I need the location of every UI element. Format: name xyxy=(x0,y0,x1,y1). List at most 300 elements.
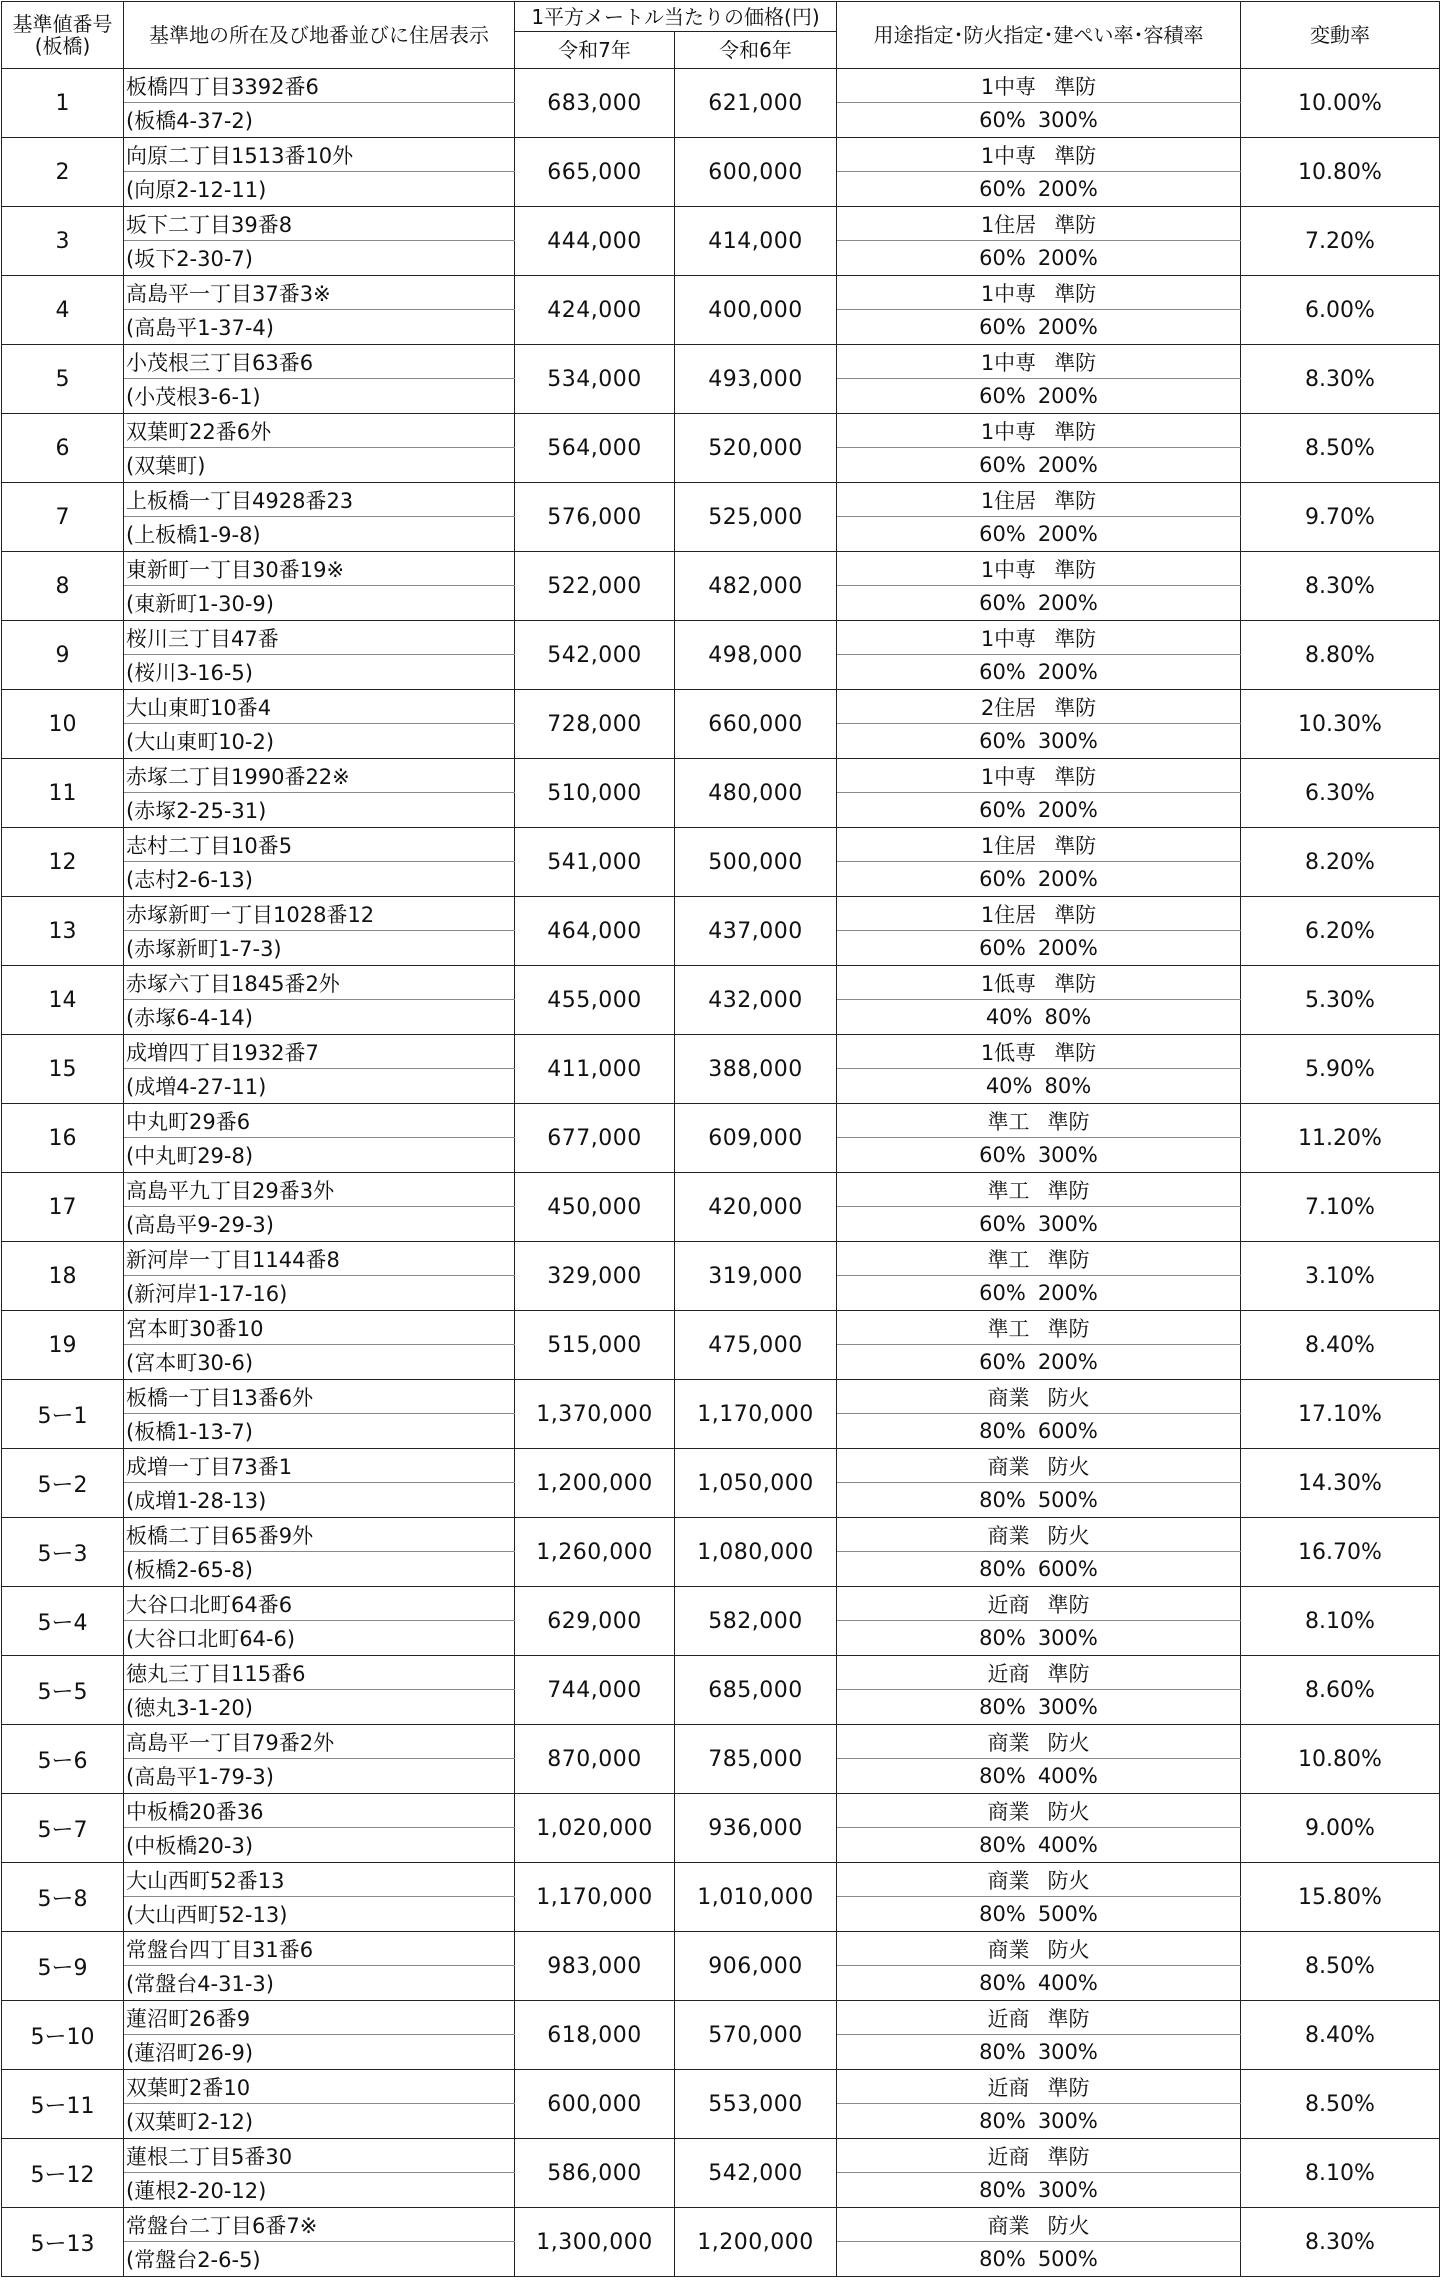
residential-address: (東新町1-30-9) xyxy=(124,586,515,621)
change-rate: 17.10% xyxy=(1241,1380,1440,1449)
standard-number: 6 xyxy=(2,414,124,483)
change-rate: 8.50% xyxy=(1241,1932,1440,2001)
coverage-ratio xyxy=(837,1345,1241,1380)
standard-number: 5ー1 xyxy=(2,1380,124,1449)
residential-address: (赤塚2-25-31) xyxy=(124,793,515,828)
coverage-ratio xyxy=(837,310,1241,345)
zoning-designation xyxy=(837,690,1241,724)
zoning-designation xyxy=(837,69,1241,103)
lot-number: 高島平九丁目29番3外 xyxy=(124,1173,515,1207)
change-rate: 9.70% xyxy=(1241,483,1440,552)
standard-number: 16 xyxy=(2,1104,124,1173)
price-r6: 1,080,000 xyxy=(675,1518,837,1587)
residential-address: (高島平1-79-3) xyxy=(124,1759,515,1794)
use-district: 商業 xyxy=(987,1937,1030,1962)
fire-district: 準防 xyxy=(1054,281,1097,306)
standard-number: 5ー5 xyxy=(2,1656,124,1725)
standard-number: 15 xyxy=(2,1035,124,1104)
table-row xyxy=(2,207,1440,241)
floor-area-ratio: 200% xyxy=(1037,522,1098,546)
residential-address: (常盤台2-6-5) xyxy=(124,2242,515,2277)
zoning-designation xyxy=(837,1932,1241,1966)
building-coverage: 60% xyxy=(979,1212,1026,1236)
fire-district: 準防 xyxy=(1054,902,1097,927)
zoning-designation xyxy=(837,1863,1241,1897)
lot-number: 高島平一丁目79番2外 xyxy=(124,1725,515,1759)
table-row xyxy=(2,276,1440,310)
residential-address: (板橋1-13-7) xyxy=(124,1414,515,1449)
fire-district: 防火 xyxy=(1047,1937,1090,1962)
header-zoning: 用途指定･防火指定･建ぺい率･容積率 xyxy=(837,2,1241,69)
price-r7: 983,000 xyxy=(515,1932,675,2001)
use-district: 1低専 xyxy=(980,1040,1037,1065)
table-body xyxy=(2,69,1440,2277)
fire-district: 準防 xyxy=(1054,764,1097,789)
price-r6: 1,010,000 xyxy=(675,1863,837,1932)
standard-number: 5 xyxy=(2,345,124,414)
floor-area-ratio: 200% xyxy=(1037,177,1098,201)
price-r6: 660,000 xyxy=(675,690,837,759)
fire-district: 準防 xyxy=(1054,626,1097,651)
use-district: 1中専 xyxy=(980,626,1037,651)
change-rate: 11.20% xyxy=(1241,1104,1440,1173)
fire-district: 準防 xyxy=(1054,488,1097,513)
table-row xyxy=(2,1449,1440,1483)
fire-district: 準防 xyxy=(1047,2075,1090,2100)
fire-district: 準防 xyxy=(1054,143,1097,168)
floor-area-ratio: 400% xyxy=(1037,1764,1098,1788)
building-coverage: 80% xyxy=(979,2109,1026,2133)
zoning-designation xyxy=(837,552,1241,586)
price-r7: 464,000 xyxy=(515,897,675,966)
fire-district: 防火 xyxy=(1047,1523,1090,1548)
change-rate: 8.60% xyxy=(1241,1656,1440,1725)
use-district: 商業 xyxy=(987,1523,1030,1548)
use-district: 1中専 xyxy=(980,764,1037,789)
building-coverage: 60% xyxy=(979,660,1026,684)
building-coverage: 80% xyxy=(979,1488,1026,1512)
floor-area-ratio: 300% xyxy=(1037,2040,1098,2064)
zoning-designation xyxy=(837,414,1241,448)
change-rate: 8.10% xyxy=(1241,2139,1440,2208)
use-district: 近商 xyxy=(987,1661,1030,1686)
table-row xyxy=(2,69,1440,103)
fire-district: 防火 xyxy=(1047,1799,1090,1824)
price-r6: 520,000 xyxy=(675,414,837,483)
use-district: 1住居 xyxy=(980,833,1037,858)
standard-number: 4 xyxy=(2,276,124,345)
zoning-designation xyxy=(837,1380,1241,1414)
residential-address: (坂下2-30-7) xyxy=(124,241,515,276)
price-r7: 510,000 xyxy=(515,759,675,828)
use-district: 近商 xyxy=(987,2075,1030,2100)
building-coverage: 80% xyxy=(979,1419,1026,1443)
floor-area-ratio: 300% xyxy=(1037,1212,1098,1236)
building-coverage: 60% xyxy=(979,315,1026,339)
residential-address: (常盤台4-31-3) xyxy=(124,1966,515,2001)
residential-address: (小茂根3-6-1) xyxy=(124,379,515,414)
table-row xyxy=(2,414,1440,448)
price-r7: 542,000 xyxy=(515,621,675,690)
residential-address: (赤塚6-4-14) xyxy=(124,1000,515,1035)
lot-number: 成増四丁目1932番7 xyxy=(124,1035,515,1069)
price-r7: 1,300,000 xyxy=(515,2208,675,2277)
lot-number: 向原二丁目1513番10外 xyxy=(124,138,515,172)
lot-number: 大谷口北町64番6 xyxy=(124,1587,515,1621)
floor-area-ratio: 600% xyxy=(1037,1419,1098,1443)
change-rate: 7.20% xyxy=(1241,207,1440,276)
price-r7: 677,000 xyxy=(515,1104,675,1173)
standard-number: 2 xyxy=(2,138,124,207)
residential-address: (徳丸3-1-20) xyxy=(124,1690,515,1725)
price-r6: 542,000 xyxy=(675,2139,837,2208)
table-row xyxy=(2,1242,1440,1276)
coverage-ratio xyxy=(837,1483,1241,1518)
table-row xyxy=(2,2001,1440,2035)
lot-number: 蓮根二丁目5番30 xyxy=(124,2139,515,2173)
standard-number: 13 xyxy=(2,897,124,966)
price-r7: 1,370,000 xyxy=(515,1380,675,1449)
lot-number: 双葉町2番10 xyxy=(124,2070,515,2104)
lot-number: 桜川三丁目47番 xyxy=(124,621,515,655)
coverage-ratio xyxy=(837,724,1241,759)
lot-number: 板橋二丁目65番9外 xyxy=(124,1518,515,1552)
price-r7: 541,000 xyxy=(515,828,675,897)
use-district: 1住居 xyxy=(980,902,1037,927)
land-price-table xyxy=(1,1,1440,2277)
building-coverage: 60% xyxy=(979,1143,1026,1167)
use-district: 1住居 xyxy=(980,488,1037,513)
price-r6: 621,000 xyxy=(675,69,837,138)
lot-number: 赤塚二丁目1990番22※ xyxy=(124,759,515,793)
zoning-designation xyxy=(837,2208,1241,2242)
zoning-designation xyxy=(837,1104,1241,1138)
use-district: 準工 xyxy=(987,1247,1030,1272)
table-row xyxy=(2,1932,1440,1966)
header-standard-number-line2: (板橋) xyxy=(34,34,91,58)
residential-address: (大山西町52-13) xyxy=(124,1897,515,1932)
residential-address: (蓮沼町26-9) xyxy=(124,2035,515,2070)
coverage-ratio xyxy=(837,586,1241,621)
price-r7: 1,260,000 xyxy=(515,1518,675,1587)
price-r6: 420,000 xyxy=(675,1173,837,1242)
coverage-ratio xyxy=(837,1414,1241,1449)
price-r6: 1,050,000 xyxy=(675,1449,837,1518)
change-rate: 8.30% xyxy=(1241,552,1440,621)
header-price-r7: 令和7年 xyxy=(515,32,675,69)
standard-number: 5ー7 xyxy=(2,1794,124,1863)
price-r7: 564,000 xyxy=(515,414,675,483)
price-r6: 906,000 xyxy=(675,1932,837,2001)
price-r6: 936,000 xyxy=(675,1794,837,1863)
floor-area-ratio: 200% xyxy=(1037,453,1098,477)
lot-number: 赤塚六丁目1845番2外 xyxy=(124,966,515,1000)
residential-address: (成増1-28-13) xyxy=(124,1483,515,1518)
standard-number: 1 xyxy=(2,69,124,138)
lot-number: 中板橋20番36 xyxy=(124,1794,515,1828)
standard-number: 5ー2 xyxy=(2,1449,124,1518)
building-coverage: 80% xyxy=(979,1764,1026,1788)
floor-area-ratio: 200% xyxy=(1037,591,1098,615)
change-rate: 6.30% xyxy=(1241,759,1440,828)
price-r7: 450,000 xyxy=(515,1173,675,1242)
price-r6: 493,000 xyxy=(675,345,837,414)
table-row xyxy=(2,345,1440,379)
standard-number: 17 xyxy=(2,1173,124,1242)
header-standard-number-line1: 基準値番号 xyxy=(12,12,113,36)
fire-district: 準防 xyxy=(1047,1247,1090,1272)
residential-address: (双葉町) xyxy=(124,448,515,483)
coverage-ratio xyxy=(837,1690,1241,1725)
price-r6: 414,000 xyxy=(675,207,837,276)
table-row xyxy=(2,621,1440,655)
use-district: 1中専 xyxy=(980,419,1037,444)
price-r6: 432,000 xyxy=(675,966,837,1035)
change-rate: 16.70% xyxy=(1241,1518,1440,1587)
standard-number: 5ー4 xyxy=(2,1587,124,1656)
zoning-designation xyxy=(837,2001,1241,2035)
floor-area-ratio: 500% xyxy=(1037,2247,1098,2271)
lot-number: 宮本町30番10 xyxy=(124,1311,515,1345)
change-rate: 6.20% xyxy=(1241,897,1440,966)
header-standard-number xyxy=(2,2,124,69)
floor-area-ratio: 300% xyxy=(1037,729,1098,753)
lot-number: 大山東町10番4 xyxy=(124,690,515,724)
table-row xyxy=(2,690,1440,724)
floor-area-ratio: 300% xyxy=(1037,2178,1098,2202)
fire-district: 準防 xyxy=(1047,1592,1090,1617)
residential-address: (新河岸1-17-16) xyxy=(124,1276,515,1311)
standard-number: 14 xyxy=(2,966,124,1035)
use-district: 1中専 xyxy=(980,557,1037,582)
price-r6: 553,000 xyxy=(675,2070,837,2139)
use-district: 1低専 xyxy=(980,971,1037,996)
price-r6: 400,000 xyxy=(675,276,837,345)
fire-district: 準防 xyxy=(1054,419,1097,444)
floor-area-ratio: 200% xyxy=(1037,384,1098,408)
change-rate: 5.30% xyxy=(1241,966,1440,1035)
fire-district: 準防 xyxy=(1047,1661,1090,1686)
residential-address: (宮本町30-6) xyxy=(124,1345,515,1380)
header-location: 基準地の所在及び地番並びに住居表示 xyxy=(124,2,515,69)
use-district: 1中専 xyxy=(980,281,1037,306)
zoning-designation xyxy=(837,1725,1241,1759)
standard-number: 9 xyxy=(2,621,124,690)
change-rate: 8.30% xyxy=(1241,345,1440,414)
change-rate: 7.10% xyxy=(1241,1173,1440,1242)
price-r7: 455,000 xyxy=(515,966,675,1035)
building-coverage: 80% xyxy=(979,1557,1026,1581)
table-row xyxy=(2,2208,1440,2242)
price-r7: 665,000 xyxy=(515,138,675,207)
price-r6: 437,000 xyxy=(675,897,837,966)
zoning-designation xyxy=(837,1794,1241,1828)
price-r6: 475,000 xyxy=(675,1311,837,1380)
standard-number: 5ー13 xyxy=(2,2208,124,2277)
fire-district: 準防 xyxy=(1047,1316,1090,1341)
table-row xyxy=(2,1173,1440,1207)
building-coverage: 60% xyxy=(979,108,1026,132)
lot-number: 成増一丁目73番1 xyxy=(124,1449,515,1483)
zoning-designation xyxy=(837,1311,1241,1345)
change-rate: 6.00% xyxy=(1241,276,1440,345)
fire-district: 準防 xyxy=(1054,833,1097,858)
table-row xyxy=(2,1587,1440,1621)
coverage-ratio xyxy=(837,241,1241,276)
price-r6: 482,000 xyxy=(675,552,837,621)
floor-area-ratio: 500% xyxy=(1037,1902,1098,1926)
fire-district: 防火 xyxy=(1047,2213,1090,2238)
price-r6: 525,000 xyxy=(675,483,837,552)
table-row xyxy=(2,966,1440,1000)
use-district: 準工 xyxy=(987,1316,1030,1341)
table-row xyxy=(2,552,1440,586)
standard-number: 10 xyxy=(2,690,124,759)
standard-number: 3 xyxy=(2,207,124,276)
zoning-designation xyxy=(837,1242,1241,1276)
floor-area-ratio: 200% xyxy=(1037,246,1098,270)
floor-area-ratio: 300% xyxy=(1037,108,1098,132)
floor-area-ratio: 400% xyxy=(1037,1971,1098,1995)
residential-address: (成増4-27-11) xyxy=(124,1069,515,1104)
floor-area-ratio: 500% xyxy=(1037,1488,1098,1512)
zoning-designation xyxy=(837,2070,1241,2104)
price-r7: 576,000 xyxy=(515,483,675,552)
table-row xyxy=(2,1518,1440,1552)
price-r6: 685,000 xyxy=(675,1656,837,1725)
use-district: 商業 xyxy=(987,1868,1030,1893)
lot-number: 志村二丁目10番5 xyxy=(124,828,515,862)
price-r6: 1,200,000 xyxy=(675,2208,837,2277)
lot-number: 板橋四丁目3392番6 xyxy=(124,69,515,103)
floor-area-ratio: 80% xyxy=(1044,1074,1092,1098)
price-r6: 785,000 xyxy=(675,1725,837,1794)
zoning-designation xyxy=(837,276,1241,310)
building-coverage: 60% xyxy=(979,936,1026,960)
price-r6: 388,000 xyxy=(675,1035,837,1104)
building-coverage: 60% xyxy=(979,522,1026,546)
residential-address: (上板橋1-9-8) xyxy=(124,517,515,552)
table-row xyxy=(2,138,1440,172)
fire-district: 準防 xyxy=(1047,1109,1090,1134)
coverage-ratio xyxy=(837,655,1241,690)
building-coverage: 60% xyxy=(979,246,1026,270)
coverage-ratio xyxy=(837,1138,1241,1173)
change-rate: 8.10% xyxy=(1241,1587,1440,1656)
residential-address: (桜川3-16-5) xyxy=(124,655,515,690)
table-row xyxy=(2,483,1440,517)
use-district: 商業 xyxy=(987,1385,1030,1410)
residential-address: (大山東町10-2) xyxy=(124,724,515,759)
fire-district: 防火 xyxy=(1047,1385,1090,1410)
residential-address: (高島平9-29-3) xyxy=(124,1207,515,1242)
coverage-ratio xyxy=(837,1552,1241,1587)
table-row xyxy=(2,1104,1440,1138)
coverage-ratio xyxy=(837,448,1241,483)
zoning-designation xyxy=(837,966,1241,1000)
standard-number: 5ー3 xyxy=(2,1518,124,1587)
price-r7: 424,000 xyxy=(515,276,675,345)
price-r7: 728,000 xyxy=(515,690,675,759)
floor-area-ratio: 200% xyxy=(1037,660,1098,684)
standard-number: 5ー10 xyxy=(2,2001,124,2070)
use-district: 1中専 xyxy=(980,74,1037,99)
price-r6: 498,000 xyxy=(675,621,837,690)
floor-area-ratio: 400% xyxy=(1037,1833,1098,1857)
standard-number: 11 xyxy=(2,759,124,828)
building-coverage: 80% xyxy=(979,1833,1026,1857)
residential-address: (赤塚新町1-7-3) xyxy=(124,931,515,966)
lot-number: 新河岸一丁目1144番8 xyxy=(124,1242,515,1276)
price-r7: 744,000 xyxy=(515,1656,675,1725)
standard-number: 5ー11 xyxy=(2,2070,124,2139)
floor-area-ratio: 200% xyxy=(1037,936,1098,960)
building-coverage: 40% xyxy=(985,1005,1033,1029)
change-rate: 8.50% xyxy=(1241,414,1440,483)
header-change-rate: 変動率 xyxy=(1241,2,1440,69)
table-row xyxy=(2,2139,1440,2173)
fire-district: 準防 xyxy=(1054,212,1097,237)
price-r7: 683,000 xyxy=(515,69,675,138)
floor-area-ratio: 200% xyxy=(1037,1281,1098,1305)
use-district: 近商 xyxy=(987,2006,1030,2031)
use-district: 1中専 xyxy=(980,350,1037,375)
change-rate: 8.30% xyxy=(1241,2208,1440,2277)
use-district: 商業 xyxy=(987,1454,1030,1479)
fire-district: 準防 xyxy=(1054,1040,1097,1065)
use-district: 商業 xyxy=(987,1799,1030,1824)
standard-number: 5ー8 xyxy=(2,1863,124,1932)
price-r6: 582,000 xyxy=(675,1587,837,1656)
residential-address: (中丸町29-8) xyxy=(124,1138,515,1173)
coverage-ratio xyxy=(837,103,1241,138)
fire-district: 準防 xyxy=(1047,1178,1090,1203)
price-r6: 1,170,000 xyxy=(675,1380,837,1449)
coverage-ratio xyxy=(837,862,1241,897)
building-coverage: 60% xyxy=(979,384,1026,408)
zoning-designation xyxy=(837,1035,1241,1069)
change-rate: 3.10% xyxy=(1241,1242,1440,1311)
coverage-ratio xyxy=(837,2173,1241,2208)
change-rate: 15.80% xyxy=(1241,1863,1440,1932)
change-rate: 8.40% xyxy=(1241,1311,1440,1380)
floor-area-ratio: 200% xyxy=(1037,798,1098,822)
table-row xyxy=(2,1311,1440,1345)
building-coverage: 60% xyxy=(979,177,1026,201)
change-rate: 14.30% xyxy=(1241,1449,1440,1518)
table-row xyxy=(2,1794,1440,1828)
price-r7: 1,020,000 xyxy=(515,1794,675,1863)
lot-number: 常盤台四丁目31番6 xyxy=(124,1932,515,1966)
coverage-ratio xyxy=(837,1828,1241,1863)
zoning-designation xyxy=(837,2139,1241,2173)
lot-number: 双葉町22番6外 xyxy=(124,414,515,448)
price-r7: 1,170,000 xyxy=(515,1863,675,1932)
lot-number: 東新町一丁目30番19※ xyxy=(124,552,515,586)
residential-address: (中板橋20-3) xyxy=(124,1828,515,1863)
change-rate: 8.20% xyxy=(1241,828,1440,897)
price-r7: 329,000 xyxy=(515,1242,675,1311)
use-district: 近商 xyxy=(987,2144,1030,2169)
residential-address: (双葉町2-12) xyxy=(124,2104,515,2139)
fire-district: 準防 xyxy=(1047,2144,1090,2169)
header-price-group: 1平方メートル当たりの価格(円) xyxy=(515,2,837,32)
table-row xyxy=(2,1725,1440,1759)
price-r7: 411,000 xyxy=(515,1035,675,1104)
price-r7: 534,000 xyxy=(515,345,675,414)
use-district: 近商 xyxy=(987,1592,1030,1617)
price-r6: 319,000 xyxy=(675,1242,837,1311)
